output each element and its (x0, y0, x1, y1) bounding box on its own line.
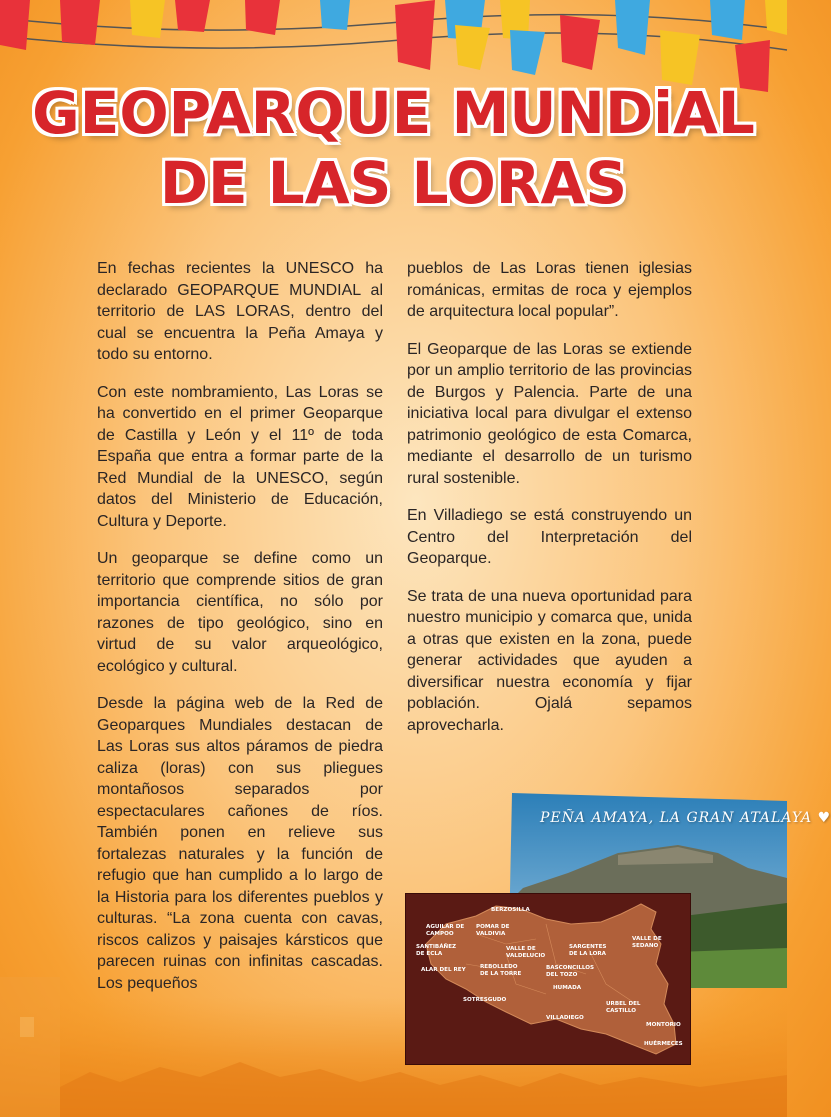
article-right-column (407, 258, 692, 752)
paragraph: Desde la página web de la Red de Geoparques Mundiales destacan de Las Loras sus altos páramos de piedra caliza (loras) con sus pliegues montañosos separados por espectaculares cañones de ríos. También ponen en relieve sus fortalezas naturales y la función de refugio que han cumplido a lo largo de la Historia para los diferentes pueblos y culturas. “La zona cuenta con cavas, riscos calizos y paisajes kársticos que parecen ruinas con infinitas cascadas. Los pequeños (97, 695, 383, 992)
map-label: POMAR DE VALDIVIA (476, 924, 510, 937)
map-label: VALLE DE SEDANO (632, 936, 662, 949)
map-label: SANTIBÁÑEZ DE ECLA (416, 944, 457, 957)
map-label: ALAR DEL REY (421, 967, 466, 973)
paragraph: Se trata de una nueva oportunidad para nuestro municipio y comarca que, unida a otras que existen en la zona, puede generar actividades que ayuden a diversificar nuestra economía y fijar población. Ojalá sepamos aprovecharla. (407, 587, 692, 734)
map-label: VILLADIEGO (546, 1015, 584, 1021)
paragraph: El Geoparque de las Loras se extiende por un amplio territorio de las provincias de Burgos y Palencia. Parte de una iniciativa local para divulgar el extenso patrimonio geológico de esta Comarca, mediante el desarrollo de un turismo rural sostenible. (407, 340, 692, 487)
paragraph: Con este nombramiento, Las Loras se ha convertido en el primer Geoparque de Castilla y León y el 11º de toda España que entra a formar parte de la Red Mundial de la UNESCO, según datos del Ministerio de Educación, Cultura y Deporte. (97, 383, 383, 530)
map-label: SARGENTES DE LA LORA (569, 944, 607, 957)
map-label: BASCONCILLOS DEL TOZO (546, 965, 595, 978)
map-label: URBEL DEL CASTILLO (606, 1001, 641, 1014)
paragraph: En fechas recientes la UNESCO ha declarado GEOPARQUE MUNDIAL al territorio de LAS LORAS, dentro del cual se encuentra la Peña Amaya y todo su entorno. (97, 260, 383, 363)
map-label: VALLE DE VALDELUCIO (506, 946, 546, 959)
page-title (0, 78, 787, 218)
title-line-2: DE LAS LORAS (159, 149, 628, 217)
article-left-column (97, 258, 383, 1010)
map-label: SOTRESGUDO (463, 997, 507, 1003)
map-label: HUMADA (553, 985, 582, 991)
map-region-shape (406, 894, 690, 1064)
map-label: HUÉRMECES (644, 1041, 683, 1047)
title-line-1: GEOPARQUE MUNDiAL (32, 79, 755, 147)
paragraph: pueblos de Las Loras tienen iglesias románicas, ermitas de roca y ejemplos de arquitectura local popular”. (407, 260, 692, 320)
map-label: REBOLLEDO DE LA TORRE (480, 964, 522, 977)
paragraph: Un geoparque se define como un territorio que comprende sitios de gran importancia científica, no sólo por razones de tipo geológico, sino en virtud de su valor arqueológico, ecológico y cultural. (97, 550, 383, 675)
paragraph: En Villadiego se está construyendo un Centro del Interpretación del Geoparque. (407, 507, 692, 567)
map-label: BERZOSILLA (491, 907, 530, 913)
map-label: AGUILAR DE CAMPOO (426, 924, 465, 937)
photo-caption: PEÑA AMAYA, LA GRAN ATALAYA ♥ (540, 810, 831, 826)
las-loras-map (405, 893, 691, 1065)
map-label: MONTORIO (646, 1022, 681, 1028)
